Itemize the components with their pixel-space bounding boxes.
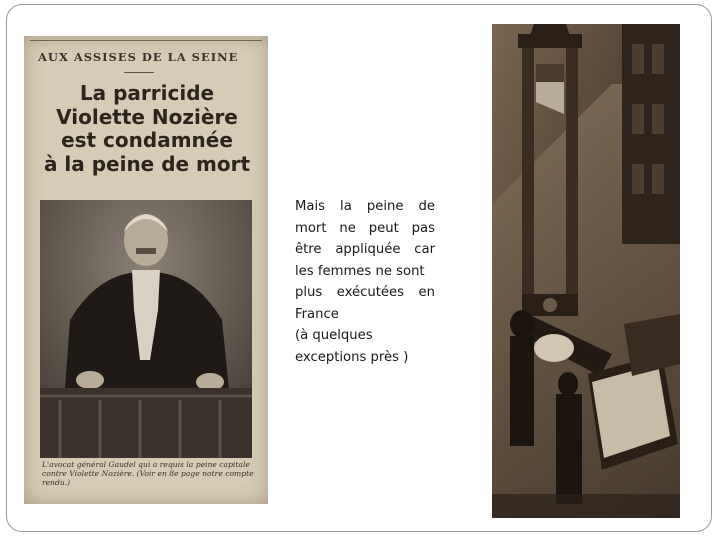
guillotine-image [492,24,680,518]
word: exécutées [336,285,405,300]
headline-line: Violette Nozière [56,104,238,129]
word: de [418,199,435,214]
body-line: (à quelques [295,328,373,343]
body-line [295,282,435,304]
headline-line: à la peine de mort [43,151,251,176]
word: mort [295,220,327,236]
word: être [295,242,322,257]
body-line: exceptions près ) [295,349,409,365]
newspaper-clipping [24,36,268,504]
body-line [295,218,435,240]
headline-line: est condamnée [61,128,233,152]
guillotine-photo [492,24,680,518]
slide-body-text [295,196,435,368]
prosecutor-portrait-image [40,200,252,458]
body-line [295,239,435,261]
word: peine [366,199,404,214]
word: peut [368,220,399,236]
prosecutor-portrait-photo [40,200,252,458]
word: ne [339,220,356,236]
word: pas [411,220,435,236]
clipping-top-rule [30,40,262,41]
body-line: France [295,306,339,322]
clipping-header-rule [124,72,154,73]
word: Mais [295,199,325,214]
headline-line: La parricide [79,81,215,105]
word: la [340,199,352,214]
word: plus [295,285,323,300]
body-line: les femmes ne sont [295,263,425,279]
clipping-headline [32,82,262,176]
word: en [418,285,435,300]
clipping-caption: L'avocat général Gaudel qui a requis la peine capitale contre Violette Nozière. (Voir en 8e page notre compte rendu.) [42,460,254,487]
word: appliquée [335,242,401,257]
clipping-header: AUX ASSISES DE LA SEINE [38,50,239,64]
word: car [414,242,435,257]
body-line [295,196,435,218]
